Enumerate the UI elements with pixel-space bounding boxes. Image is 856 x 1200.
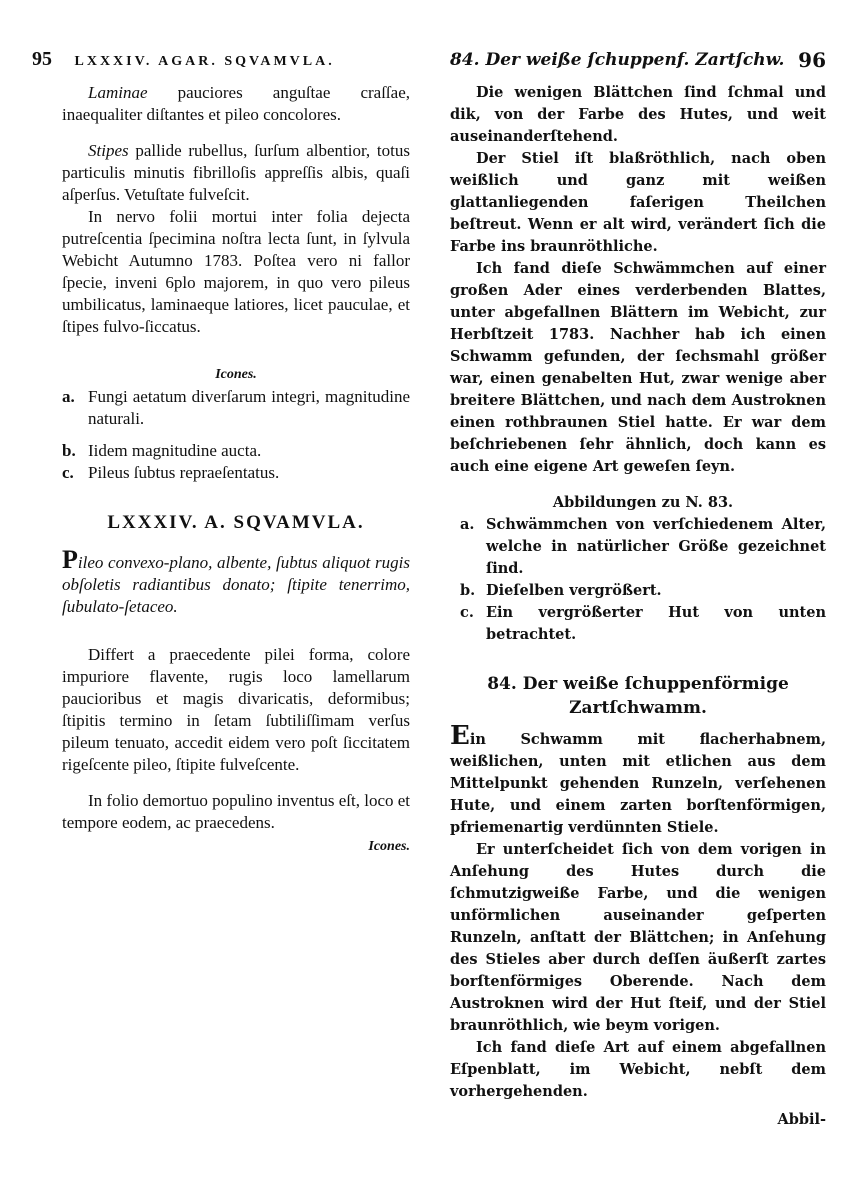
left-running-head (32, 48, 410, 76)
paragraph-text: In nervo folii mortui inter folia dejecta putreſcentia ſpecimina noſtra lecta ſunt, in ſylvula Webicht Autumno 1783. Poſtea vero ni fallor ſpecie, inveni 6plo majorem, in quo vero pileus umbilicatus, laminaeque latiores, licet pauculae, et ſtipes fulvo-ſiccatus. (62, 207, 410, 336)
paragraph-text: Ich fand dieſe Schwämmchen auf einer großen Ader eines verderbenden Blattes, unter abgefallnen Blättern im Webicht, zur Herbſtzeit 1783. Nachher hab ich einen Schwamm gefunden, der ſechsmahl größer war, einen genabelten Hut, zwar wenige aber breitere Blättchen, und nach dem Austroknen einen rothbraunen Stiel hatte. Er war dem beſchriebenen ſehr ähnlich, doch kann es auch eine eigene Art geweſen ſeyn. (450, 260, 826, 475)
list-item (460, 514, 826, 580)
right-diagnosis (450, 721, 826, 839)
list-label: a. (62, 387, 75, 406)
left-diagnosis (62, 545, 410, 618)
paragraph-text: Der Stiel iſt blaßröthlich, nach oben weißlich und ganz mit weißen glattanliegenden faſerigen Theilchen beſtreut. Wenn er alt wird, verändert ſich die Farbe ins braunröthliche. (450, 150, 826, 255)
section-title: LXXXIV. A. SQVAMVLA. (107, 512, 365, 533)
diagnosis-text: ileo convexo-plano, albente, ſubtus aliquot rugis obſoletis radiantibus donato; ſtipite tenerrimo, ſubulato-ſetaceo. (62, 553, 410, 616)
dropcap: P (62, 545, 78, 574)
left-paragraph-stipes (62, 140, 410, 206)
right-paragraph-fund (450, 258, 826, 478)
list-item (460, 602, 826, 646)
italic-lead: Stipes (88, 141, 129, 160)
catchword: Abbil- (777, 1111, 826, 1128)
figures-heading: Abbildungen zu N. 83. (552, 494, 734, 511)
left-icones-block (62, 364, 410, 484)
left-paragraph-laminae (62, 82, 410, 126)
list-label: c. (62, 463, 74, 482)
list-item (460, 580, 826, 602)
list-label: b. (62, 441, 76, 460)
running-title: LXXXIV. AGAR. SQVAMVLA. (74, 54, 335, 69)
running-title: 84. Der weiße ſchuppenf. Zartſchw. (450, 50, 785, 70)
right-paragraph-blaettchen (450, 82, 826, 148)
list-text: Dieſelben vergrößert. (486, 582, 662, 599)
right-paragraph-stiel (450, 148, 826, 258)
list-text: Pileus ſubtus repraeſentatus. (88, 463, 280, 482)
right-paragraph-espenblatt (450, 1037, 826, 1103)
left-paragraph-habitat (62, 206, 410, 338)
page-number: 96 (798, 48, 826, 72)
list-text: Schwämmchen von verſchiedenem Alter, welche in natürlicher Größe gezeichnet ſind. (486, 516, 826, 577)
list-text: Ein vergrößerter Hut von unten betrachtet. (486, 604, 826, 643)
list-item (62, 386, 410, 430)
paragraph-text: Ich fand dieſe Art auf einem abgefallnen Eſpenblatt, im Webicht, nebſt dem vorhergehenden. (450, 1039, 826, 1100)
left-paragraph-folio (62, 790, 410, 834)
list-label: b. (460, 582, 476, 599)
left-paragraph-differt (62, 644, 410, 776)
right-paragraph-unterscheidet (450, 839, 826, 1037)
right-figures-block (450, 492, 826, 646)
paragraph-text: Die wenigen Blättchen ſind ſchmal und dik, von der Farbe des Hutes, und weit auseinanderſtehend. (450, 84, 826, 145)
italic-lead: Laminae (88, 83, 148, 102)
dropcap: E (450, 721, 470, 751)
list-text: Iidem magnitudine aucta. (88, 441, 262, 460)
paragraph-text: pauciores anguſtae craſſae, inaequaliter diſtantes et pileo concolores. (62, 83, 410, 124)
list-text: Fungi aetatum diverſarum integri, magnitudine naturali. (88, 387, 410, 428)
list-item (62, 440, 410, 462)
right-running-head (450, 48, 826, 76)
catchword: Icones. (368, 839, 410, 854)
list-item (62, 462, 410, 484)
right-page (428, 0, 856, 1200)
list-label: c. (460, 604, 474, 621)
paragraph-text: pallide rubellus, ſurſum albentior, totus particulis minutis fibrilloſis appreſſis albis, quaſi aſperſus. Vetuſtate fulveſcit. (62, 141, 410, 204)
list-label: a. (460, 516, 475, 533)
paragraph-text: Differt a praecedente pilei forma, colore impuriore flavente, rugis loco lamellarum paucioribus et magis divaricatis, deformibus; ſtipitis termino in ſetam ſubtiliſſimam verſus pileum tenuato, accedit eidem vero poſt ſiccitatem rigeſcente pileo, ſtipite fulveſcente. (62, 645, 410, 774)
paragraph-text: Er unterſcheidet ſich von dem vorigen in Anſehung des Hutes durch die ſchmutzigweiße Farbe, und die wenigen unförmlichen auseinander geſperten Runzeln, anſtatt der Blättchen; in Anſehung des Stieles aber durch deſſen äußerſt zartes borſtenförmiges Oberende. Nach dem Austroknen wird der Hut ſteif, und der Stiel braunröthlich, wie beym vorigen. (450, 841, 826, 1034)
diagnosis-text: in Schwamm mit flacherhabnem, weißlichen, unten mit etlichen aus dem Mittelpunkt gehenden Runzeln, verſehenen Hute, und einem zarten borſtenförmigen, pfriemenartig verdünnten Stiele. (450, 731, 826, 836)
icones-heading: Icones. (215, 367, 257, 382)
page-number: 95 (32, 48, 52, 70)
section-title: 84. Der weiße ſchuppenförmige Zartſchwamm. (487, 674, 789, 718)
paragraph-text: In folio demortuo populino inventus eſt, loco et tempore eodem, ac praecedens. (62, 791, 411, 832)
